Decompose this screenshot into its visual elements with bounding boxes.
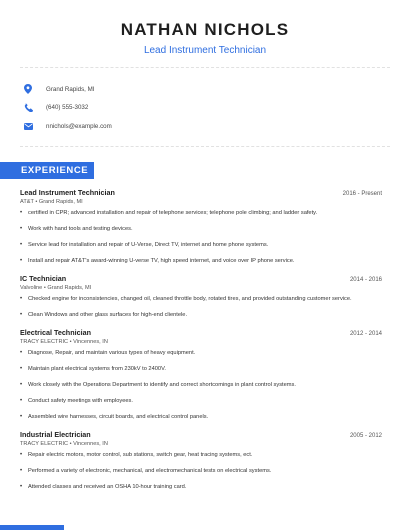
job-title: Lead Instrument Technician — [20, 188, 115, 197]
experience-list — [20, 188, 382, 500]
contact-list — [20, 80, 112, 136]
job-title: Electrical Technician — [20, 328, 91, 337]
job-entry — [20, 274, 382, 319]
job-bullets — [20, 210, 382, 265]
next-section-bar — [0, 525, 64, 530]
phone-text: (640) 555-3032 — [46, 104, 89, 111]
job-dates: 2014 - 2016 — [349, 277, 382, 283]
job-entry — [20, 188, 382, 265]
job-bullet: • Diagnose, Repair, and maintain various types of heavy equipment. — [20, 350, 382, 357]
job-bullet: • Clean Windows and other glass surfaces for high-end clientele. — [20, 312, 382, 319]
candidate-name: NATHAN NICHOLS — [120, 20, 290, 39]
job-bullet: • Service lead for installation and repair of U-Verse, Direct TV, internet and home phone systems. — [20, 242, 382, 249]
job-company: Valvoline • Grand Rapids, MI — [20, 285, 92, 291]
job-bullet: • Install and repair AT&T's award-winning U-verse TV, high speed internet, and voice over IP phone service. — [20, 258, 382, 265]
job-bullet: • certified in CPR; advanced installation and repair of telephone services; telephone pole climbing; and ladder safety. — [20, 210, 382, 217]
job-company: AT&T • Grand Rapids, MI — [20, 199, 83, 205]
job-title: Industrial Electrician — [20, 430, 91, 439]
job-bullet: • Work closely with the Operations Department to identify and correct shortcomings in plant control systems. — [20, 382, 382, 389]
header-divider — [20, 67, 390, 68]
resume-header — [0, 0, 410, 57]
job-bullet: • Conduct safety meetings with employees. — [20, 398, 382, 405]
email-text[interactable]: nnichols@example.com — [46, 122, 112, 130]
candidate-title: Lead Instrument Technician — [143, 45, 267, 56]
job-bullet: • Maintain plant electrical systems from 230kV to 2400V. — [20, 366, 382, 373]
job-bullet: • Attended classes and received an OSHA 10-hour training card. — [20, 484, 382, 491]
job-bullets — [20, 452, 382, 491]
location-pin-icon — [22, 83, 34, 95]
contact-email — [20, 117, 112, 135]
job-bullets — [20, 296, 382, 319]
job-company: TRACY ELECTRIC • Vincennes, IN — [20, 441, 108, 447]
job-dates: 2016 - Present — [342, 191, 382, 197]
location-text: Grand Rapids, MI — [46, 85, 95, 93]
experience-section-heading — [0, 162, 94, 179]
job-company: TRACY ELECTRIC • Vincennes, IN — [20, 339, 108, 345]
job-bullet: • Work with hand tools and testing devices. — [20, 226, 382, 233]
job-bullet: • Checked engine for inconsistencies, changed oil, cleaned throttle body, rotated tires, and provided outstanding customer service. — [20, 296, 382, 303]
contact-phone — [20, 99, 112, 117]
phone-icon — [22, 102, 34, 114]
job-bullets — [20, 350, 382, 421]
mail-icon — [22, 120, 34, 132]
job-title: IC Technician — [20, 274, 67, 283]
job-dates: 2005 - 2012 — [349, 433, 382, 439]
job-entry — [20, 328, 382, 421]
job-dates: 2012 - 2014 — [349, 331, 382, 337]
job-bullet: • Assembled wire harnesses, circuit boards, and electrical control panels. — [20, 414, 382, 421]
experience-heading-label: EXPERIENCE — [21, 165, 89, 176]
contact-location — [20, 80, 112, 98]
job-entry — [20, 430, 382, 491]
contact-divider — [20, 146, 390, 147]
job-bullet: • Repair electric motors, motor control, sub stations, switch gear, heat tracing systems, ect. — [20, 452, 382, 459]
job-bullet: • Performed a variety of electronic, mechanical, and electromechanical tests on electrical systems. — [20, 468, 382, 475]
